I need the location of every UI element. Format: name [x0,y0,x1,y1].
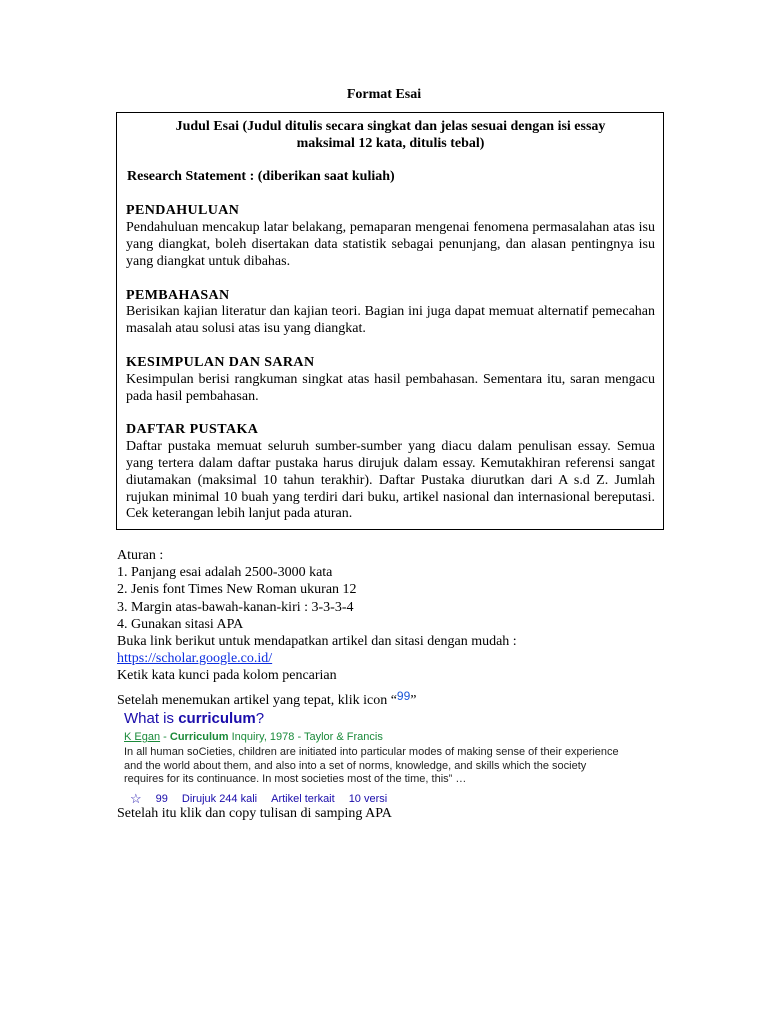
result-meta [124,731,624,743]
section-heading: DAFTAR PUSTAKA [126,422,259,438]
google-scholar-link[interactable]: https://scholar.google.co.id/ [117,651,273,667]
section-body: Berisikan kajian literatur dan kajian teori. Bagian ini juga dapat memuat alternatif pemecahan masalah atau solusi atas isu yang diangkat. [126,304,655,337]
rule-item: 4. Gunakan sitasi APA [117,616,244,632]
section-heading: KESIMPULAN DAN SARAN [126,354,315,370]
save-star-icon[interactable]: ☆ [130,790,142,806]
section-body: Pendahuluan mencakup latar belakang, pemaparan mengenai fenomena permasalahan atas isu yang diangkat, boleh disertakan data statistik sebagai penunjang, dan alasan pentingnya isu yang diangkat untuk dibahas. [126,220,655,269]
result-snippet: In all human soCieties, children are initiated into particular modes of making sense of their experience and the world about them, and also into a set of norms, knowledge, and skills which the society requires for its continuance. In most societies most of the time, this” … [124,746,619,786]
essay-title-instruction [126,119,655,153]
meta-separator: - [160,731,170,743]
rules-section [117,547,677,709]
rule-item: 2. Jenis font Times New Roman ukuran 12 [117,582,357,598]
section-pendahuluan [126,203,655,270]
section-body: Daftar pustaka memuat seluruh sumber-sumber yang diacu dalam penulisan essay. Semua yang tertera dalam daftar pustaka harus dirujuk dalam essay. Kemutakhiran referensi sangat diutamakan (maksimal 10 tahun terakhir). Daftar Pustaka diurutkan dari A s.d Z. Jumlah rujukan minimal 10 buah yang terdiri dari buku, artikel nasional dan internasional bereputasi. Cek keterangan lebih lanjut pada aturan. [126,439,655,522]
rule-item: 1. Panjang esai adalah 2500-3000 kata [117,565,333,581]
research-statement: Research Statement : (diberikan saat kuliah) [127,168,395,184]
icon-hint-before: Setelah menemukan artikel yang tepat, klik icon “ [117,692,397,708]
keyword-hint: Ketik kata kunci pada kolom pencarian [117,668,337,684]
result-title-pre: What is [124,710,179,727]
section-heading: PENDAHULUAN [126,203,240,219]
related-articles-link[interactable]: Artikel terkait [271,792,335,805]
result-actions [124,791,624,807]
cited-by-link[interactable]: Dirujuk 244 kali [181,792,258,805]
scholar-result-screenshot [124,710,624,807]
section-body: Kesimpulan berisi rangkuman singkat atas hasil pembahasan. Sementara itu, saran mengacu pada hasil pembahasan. [126,371,655,404]
meta-bold: Curriculum [169,731,229,743]
section-daftar-pustaka [126,422,655,523]
essay-format-box [116,112,664,530]
author-link[interactable]: K Egan [124,731,161,743]
section-kesimpulan-dan-saran [126,355,655,405]
cite-icon[interactable]: 99 [155,792,168,805]
rules-heading: Aturan : [117,548,164,563]
result-title-post: ? [255,710,265,727]
versions-link[interactable]: 10 versi [348,792,388,805]
essay-title-line-1: Judul Esai (Judul ditulis secara singkat dan jelas sesuai dengan isi essay [175,119,606,134]
after-instruction: Setelah itu klik dan copy tulisan di samping APA [117,806,392,821]
result-title-bold: curriculum [178,710,256,727]
cite-quote-icon: 99 [396,688,411,703]
icon-hint-after: ” [410,692,417,708]
section-pembahasan [126,288,655,338]
page-title: Format Esai [346,87,422,102]
link-intro: Buka link berikut untuk mendapatkan artikel dan sitasi dengan mudah : [117,634,517,650]
meta-rest: Inquiry, 1978 - Taylor & Francis [228,731,383,743]
section-heading: PEMBAHASAN [126,287,230,303]
result-title-link[interactable] [124,710,624,727]
rule-item: 3. Margin atas-bawah-kanan-kiri : 3-3-3-4 [117,599,354,615]
essay-title-line-2: maksimal 12 kata, ditulis tebal) [296,135,485,151]
icon-hint [117,688,677,709]
